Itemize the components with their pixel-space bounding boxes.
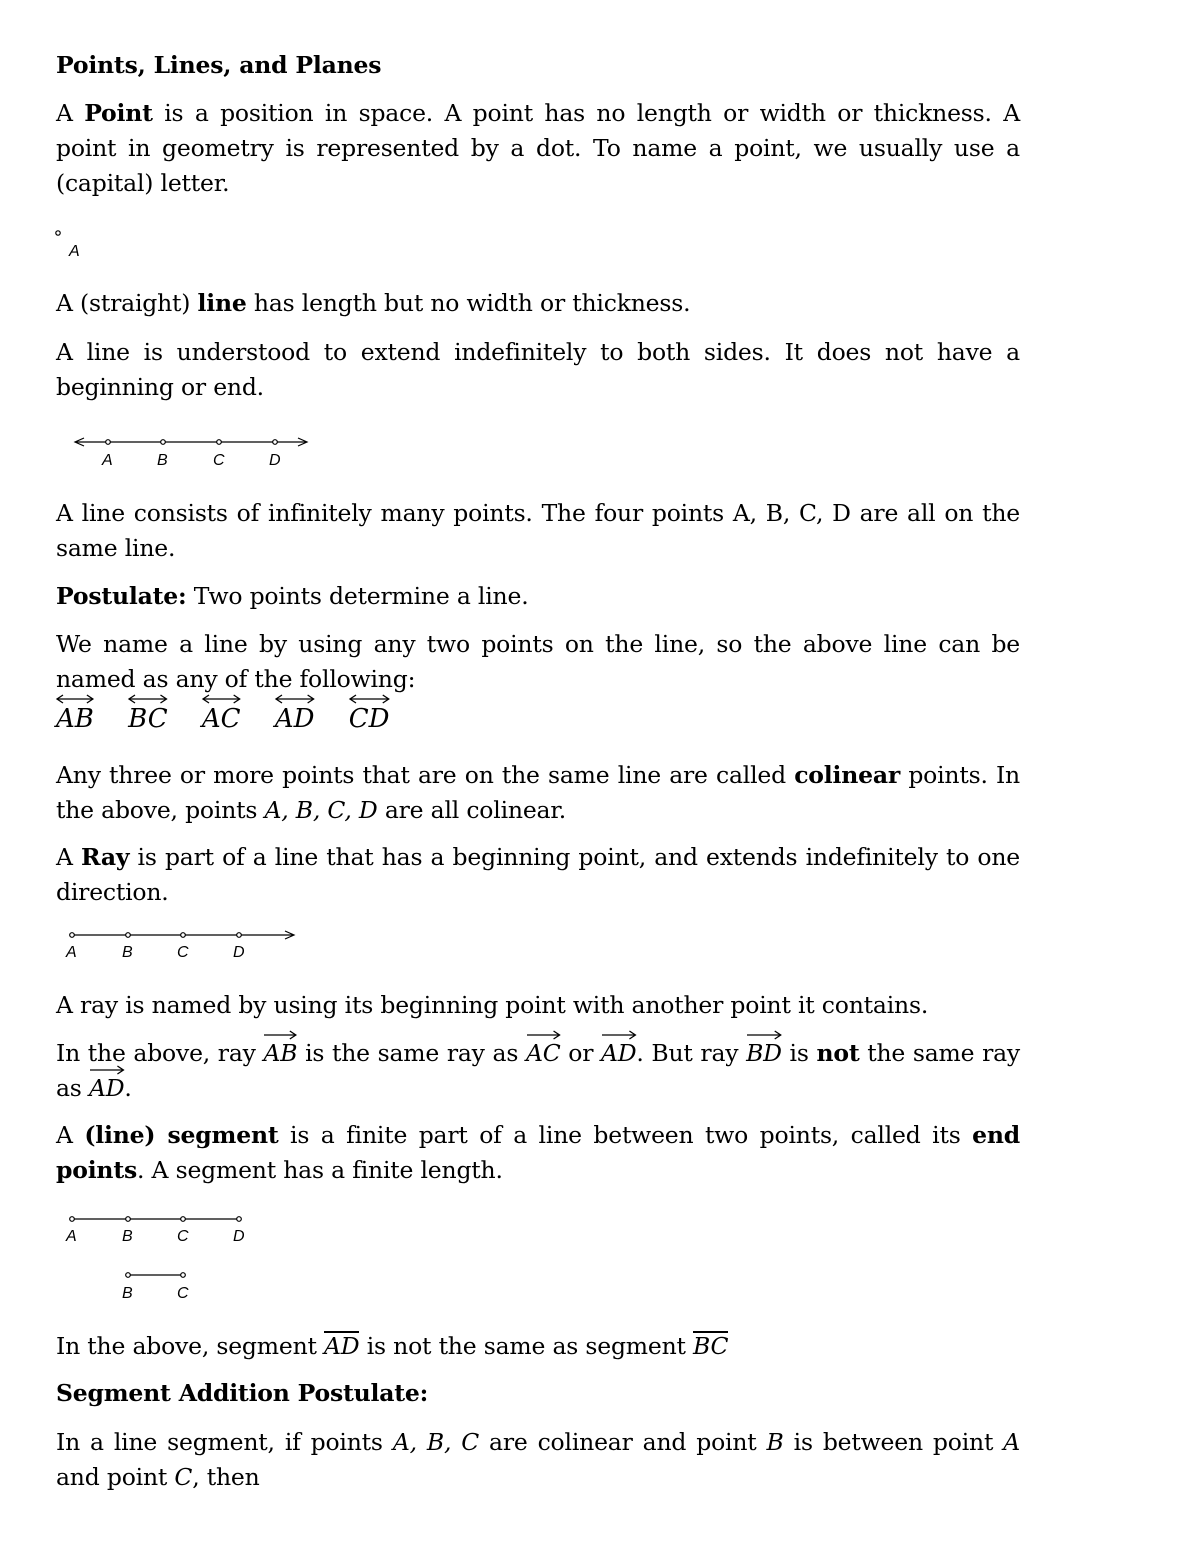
overline [693, 1331, 728, 1333]
arrow-icon [601, 1029, 637, 1041]
point-A [106, 440, 111, 445]
ray-naming-paragraph: A ray is named by using its beginning point with another point it contains. [56, 991, 929, 1019]
segment-name-text: BC [693, 1332, 729, 1360]
arrow-icon [526, 1029, 561, 1041]
point-A [70, 1217, 75, 1222]
term-line: line [197, 289, 247, 317]
point-C [181, 1217, 186, 1222]
text: are all colinear. [377, 796, 567, 824]
text: is between point [783, 1428, 1004, 1456]
double-arrow-icon [202, 693, 241, 705]
term-end-points: end points [56, 1121, 1020, 1184]
double-arrow-icon [275, 693, 315, 705]
text: the same ray as [56, 1039, 1021, 1102]
colinear-paragraph [56, 758, 1020, 828]
math-points: A, B, C, D [264, 796, 378, 824]
line-names-row [56, 704, 415, 734]
text: In the above, segment [56, 1332, 325, 1360]
label-C: C [177, 1228, 189, 1245]
line-name [349, 706, 390, 732]
ray-name-text: BD [746, 1039, 782, 1067]
text: In a line segment, if points [56, 1428, 393, 1456]
text: is a finite part of a line between two points, called its [278, 1121, 973, 1149]
arrow-icon [746, 1029, 782, 1041]
point-dot [56, 231, 60, 235]
text: A [56, 843, 81, 871]
text: or [560, 1039, 601, 1067]
segment-addition-paragraph [56, 1425, 1020, 1495]
double-arrow-icon [128, 693, 168, 705]
label-C: C [177, 1285, 189, 1302]
segment-name-text: AD [324, 1332, 360, 1360]
text: In the above, ray [56, 1039, 264, 1067]
segment-example-paragraph [56, 1329, 1020, 1364]
line-name-text: AD [274, 704, 315, 734]
text: A [56, 1121, 85, 1149]
ray-name-text: AB [263, 1039, 298, 1067]
text: A [56, 99, 85, 127]
text: A (straight) [56, 289, 198, 317]
point-definition [56, 96, 1020, 201]
segment-figure [56, 1206, 276, 1306]
math-A: A [1003, 1428, 1020, 1456]
label-B: B [122, 1228, 133, 1245]
segment-AD [324, 1332, 360, 1360]
segment-addition-title: Segment Addition Postulate: [56, 1379, 429, 1407]
ray-definition [56, 840, 1020, 910]
label-A: A [66, 944, 77, 961]
math-C: C [174, 1463, 193, 1491]
line-name [56, 706, 94, 732]
label-B: B [157, 452, 168, 469]
line-name-text: AB [56, 704, 94, 734]
postulate-paragraph [56, 579, 1020, 614]
segment-definition [56, 1118, 1020, 1188]
term-ray: Ray [80, 843, 130, 871]
double-arrow-icon [349, 693, 390, 705]
term-colinear: colinear [794, 761, 901, 789]
point-B [126, 1273, 131, 1278]
point-D [237, 933, 242, 938]
text: is [781, 1039, 817, 1067]
line-name-text: BC [128, 704, 168, 734]
label-D: D [233, 1228, 245, 1245]
point-B [161, 440, 166, 445]
point-A [70, 933, 75, 938]
overline [324, 1331, 359, 1333]
math-points: A, B, C [392, 1428, 480, 1456]
label-D: D [269, 452, 281, 469]
text: . But ray [636, 1039, 747, 1067]
term-not: not [816, 1039, 860, 1067]
label-C: C [177, 944, 189, 961]
point-C [217, 440, 222, 445]
label-A: A [102, 452, 113, 469]
text: Two points determine a line. [186, 582, 529, 610]
term-postulate: Postulate: [56, 582, 187, 610]
text: is not the same as segment [359, 1332, 694, 1360]
ray-figure [56, 922, 306, 962]
text: Any three or more points that are on the same line are called [56, 761, 795, 789]
text: has length but no width or thickness. [246, 289, 691, 317]
point-D [237, 1217, 242, 1222]
ray-BD [746, 1039, 782, 1067]
point-B [126, 1217, 131, 1222]
point-figure [56, 222, 116, 264]
point-C [181, 1273, 186, 1278]
segment-BC [693, 1332, 729, 1360]
line-extends-paragraph: A line is understood to extend indefinitely to both sides. It does not have a beginning or end. [56, 338, 1020, 401]
ray-name-text: AD [88, 1074, 125, 1102]
ray-AD [88, 1074, 125, 1102]
text: . A segment has a finite length. [137, 1156, 503, 1184]
point-label: A [69, 243, 80, 260]
line-definition [56, 286, 1020, 321]
text: is a position in space. A point has no length or width or thickness. A point in geometry is represented by a dot. To name a point, we usually use a (capital) letter. [56, 99, 1020, 197]
ray-name-text: AC [525, 1039, 561, 1067]
line-name [275, 706, 315, 732]
text: and point [56, 1463, 175, 1491]
point-D [273, 440, 278, 445]
label-B: B [122, 1285, 133, 1302]
arrow-icon [263, 1029, 297, 1041]
label-A: A [66, 1228, 77, 1245]
point-C [181, 933, 186, 938]
line-points-paragraph: A line consists of infinitely many points. The four points A, B, C, D are all on the same line. [56, 499, 1020, 562]
term-point: Point [84, 99, 153, 127]
text: points. In the above, points [56, 761, 1020, 824]
text: . [124, 1074, 132, 1102]
term-segment: (line) segment [84, 1121, 279, 1149]
math-B: B [766, 1428, 784, 1456]
line-figure [56, 428, 326, 472]
line-name-text: CD [348, 704, 390, 734]
double-arrow-icon [56, 693, 94, 705]
label-B: B [122, 944, 133, 961]
line-name [202, 706, 241, 732]
ray-AD [600, 1039, 637, 1067]
label-C: C [213, 452, 225, 469]
ray-AC [525, 1039, 561, 1067]
text: are colinear and point [479, 1428, 767, 1456]
section-title: Points, Lines, and Planes [56, 51, 382, 79]
text: is the same ray as [297, 1039, 526, 1067]
text: , then [192, 1463, 260, 1491]
label-D: D [233, 944, 245, 961]
ray-name-text: AD [600, 1039, 637, 1067]
point-B [126, 933, 131, 938]
line-name-text: AC [201, 704, 241, 734]
line-name [128, 706, 167, 732]
text: is part of a line that has a beginning point, and extends indefinitely to one direction. [56, 843, 1020, 906]
ray-AB [263, 1039, 298, 1067]
arrow-icon [89, 1064, 125, 1076]
line-naming-paragraph: We name a line by using any two points on the line, so the above line can be named as any of the following: [56, 630, 1020, 693]
ray-example-paragraph [56, 1036, 1020, 1106]
